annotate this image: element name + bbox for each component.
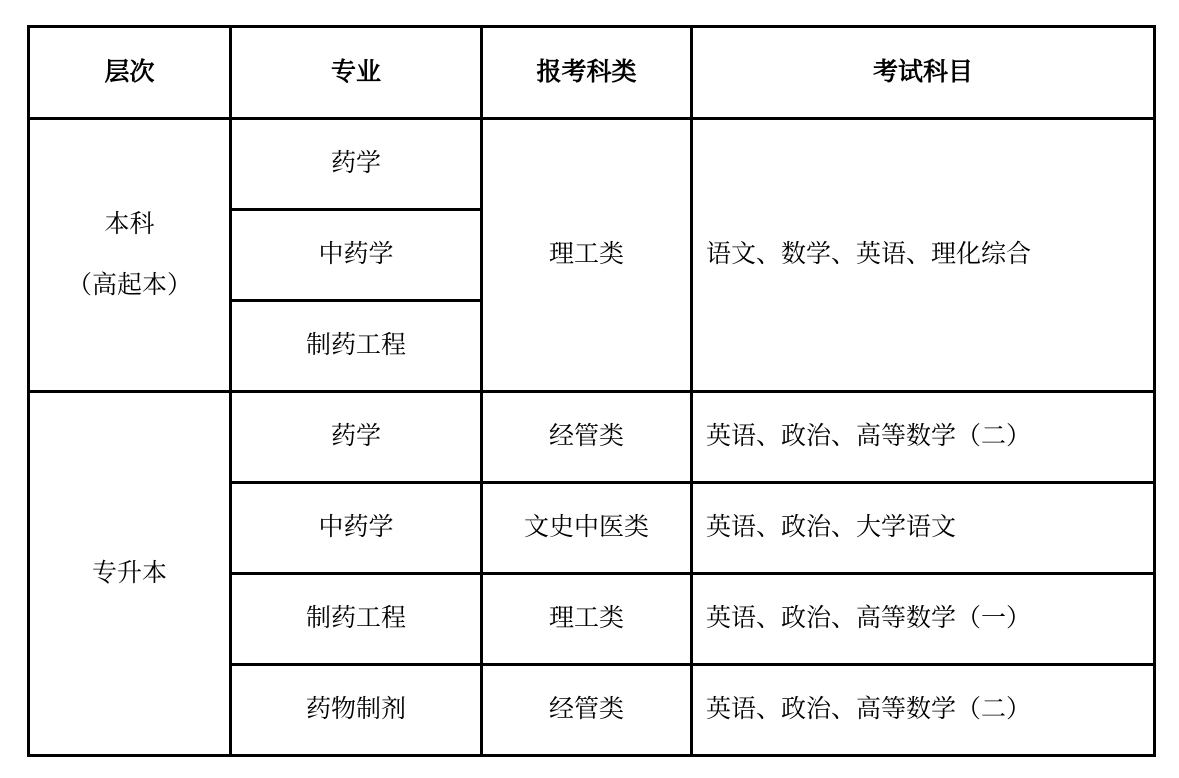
- header-level: 层次: [29, 27, 231, 119]
- category-cell: 经管类: [482, 392, 692, 483]
- exam-subjects-table: [27, 25, 1156, 757]
- major-cell: 中药学: [231, 483, 482, 574]
- category-cell: 理工类: [482, 119, 692, 392]
- level-benke-line1: 本科: [104, 209, 155, 238]
- subjects-cell: 英语、政治、高等数学（二）: [692, 665, 1155, 756]
- subjects-cell: 英语、政治、高等数学（一）: [692, 574, 1155, 665]
- subjects-cell: 语文、数学、英语、理化综合: [692, 119, 1155, 392]
- header-row: [29, 27, 1155, 119]
- major-cell: 药物制剂: [231, 665, 482, 756]
- major-cell: 制药工程: [231, 574, 482, 665]
- level-cell-benke: [29, 119, 231, 392]
- header-subjects: 考试科目: [692, 27, 1155, 119]
- header-major: 专业: [231, 27, 482, 119]
- table-row: [29, 119, 1155, 210]
- category-cell: 理工类: [482, 574, 692, 665]
- level-benke-line2: （高起本）: [66, 271, 192, 299]
- major-cell: 制药工程: [231, 301, 482, 392]
- subjects-cell: 英语、政治、大学语文: [692, 483, 1155, 574]
- major-cell: 药学: [231, 119, 482, 210]
- major-cell: 中药学: [231, 210, 482, 301]
- table-row: [29, 392, 1155, 483]
- level-cell-zhuanshengben: 专升本: [29, 392, 231, 756]
- category-cell: 经管类: [482, 665, 692, 756]
- category-cell: 文史中医类: [482, 483, 692, 574]
- major-cell: 药学: [231, 392, 482, 483]
- header-category: 报考科类: [482, 27, 692, 119]
- subjects-cell: 英语、政治、高等数学（二）: [692, 392, 1155, 483]
